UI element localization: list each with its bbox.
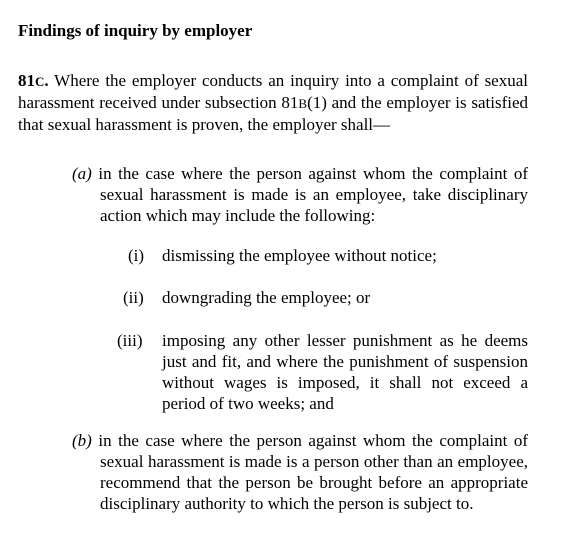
paragraph-a-text: in the case where the person against whom the complaint of sexual harassment is made is an employee, take disciplinary action which may include the following: — [98, 164, 529, 225]
paragraph-b — [72, 430, 528, 514]
subparagraph-i — [128, 245, 528, 266]
section-ref-suffix: B — [298, 96, 308, 111]
section-text-start: Where the employer conducts an inquiry into a complaint of sexual harassment received under subsection 81 — [18, 71, 528, 112]
subparagraph-ii — [123, 287, 528, 308]
section-number-digits: 81 — [18, 71, 35, 90]
subparagraph-ii-label: (ii) — [123, 288, 144, 307]
subparagraph-i-label: (i) — [128, 246, 145, 265]
subparagraph-ii-text: downgrading the employee; or — [162, 288, 371, 307]
section-heading: Findings of inquiry by employer — [18, 21, 253, 40]
section-81c — [18, 70, 528, 135]
subparagraph-iii-text: imposing any other lesser punishment as he deems just and fit, and where the punishment of suspension without wages is imposed, it shall not exceed a period of two weeks; and — [162, 331, 528, 413]
section-text-end: (1) and the employer is satisfied that sexual harassment is proven, the employer shall— — [18, 93, 528, 134]
paragraph-a — [72, 163, 528, 226]
paragraph-a-label: (a) — [72, 164, 92, 183]
section-number-suffix: C — [35, 74, 45, 89]
subparagraph-iii — [117, 330, 528, 414]
subparagraph-i-text: dismissing the employee without notice; — [162, 246, 437, 265]
section-number-period: . — [44, 71, 49, 90]
subparagraph-iii-label: (iii) — [117, 331, 143, 350]
paragraph-b-text: in the case where the person against whom the complaint of sexual harassment is made is a person other than an employee, recommend that the person be brought before an appropriate disciplinary authority to which the person is subject to. — [98, 431, 529, 513]
paragraph-b-label: (b) — [72, 431, 92, 450]
section-number — [18, 71, 49, 90]
